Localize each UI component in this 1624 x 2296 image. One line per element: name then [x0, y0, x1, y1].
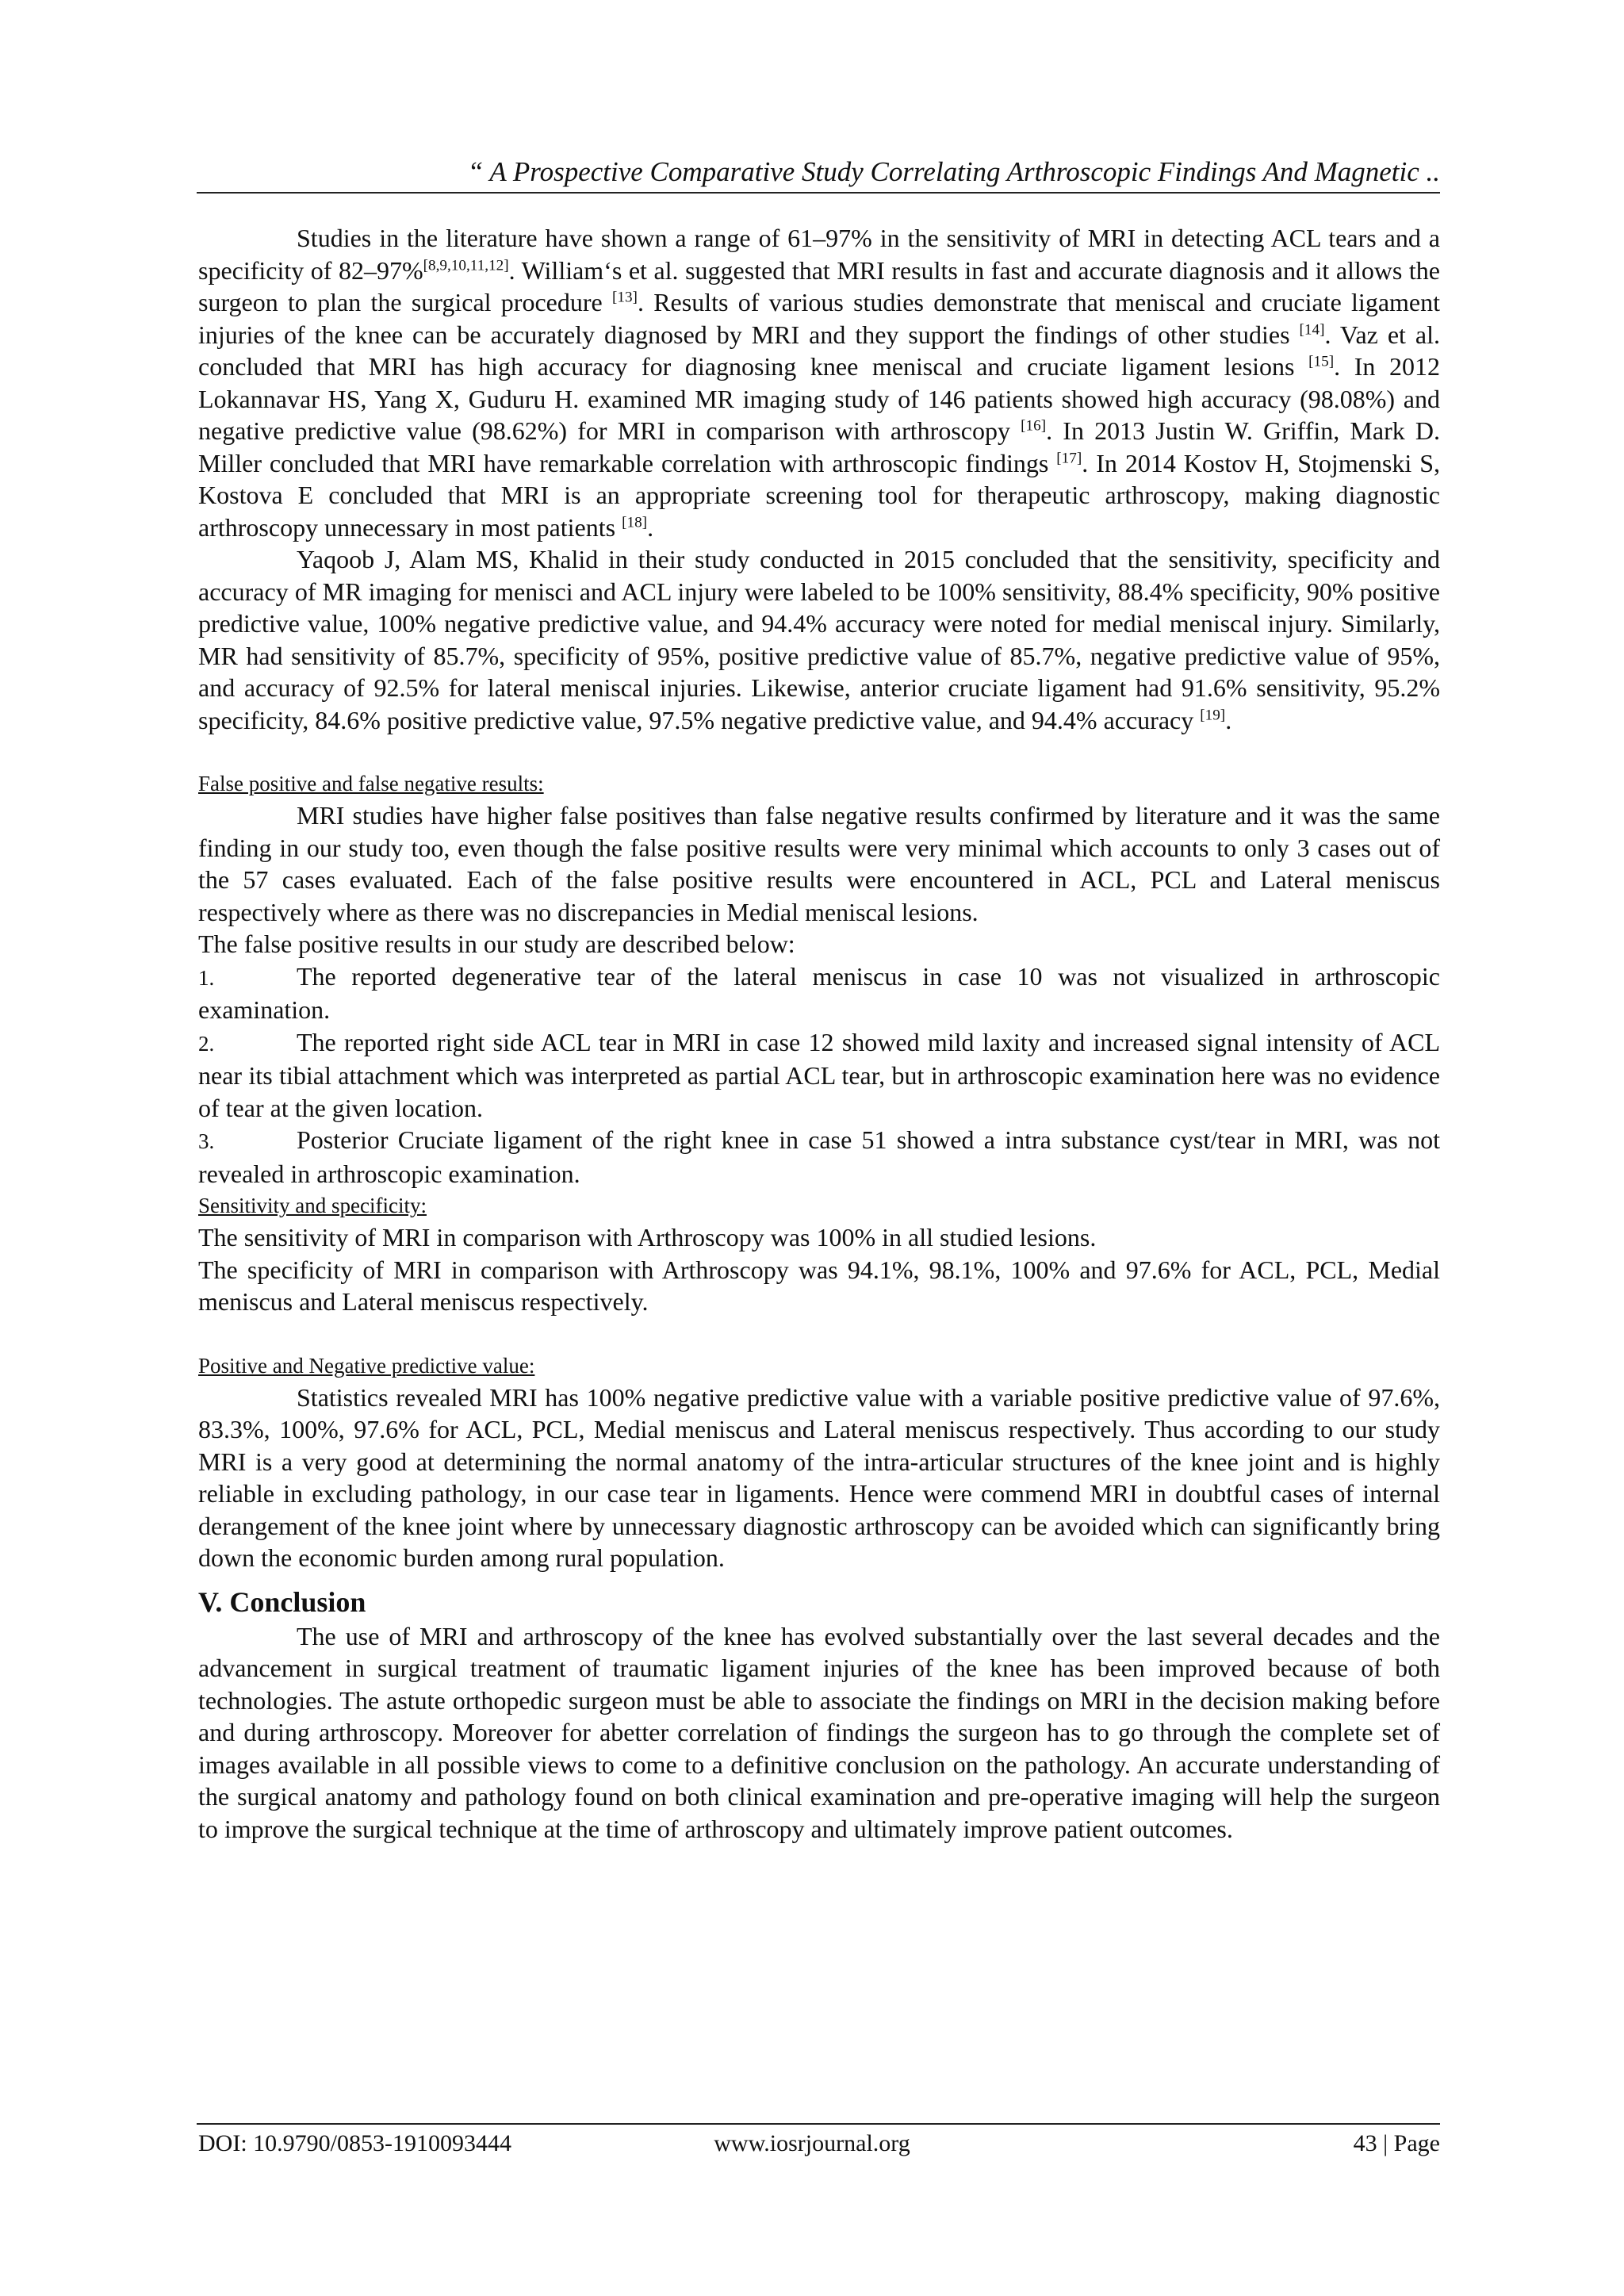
text-run: . William‘s et al. suggested that MRI results in fast and accurate diagnosis and it allows the surgeon to plan the surgical procedure	[198, 255, 1441, 316]
list-number: 2.	[198, 1031, 215, 1056]
yaqoob-paragraph	[198, 543, 1440, 736]
conclusion-paragraph: The use of MRI and arthroscopy of the knee has evolved substantially over the last several decades and the advancement in surgical treatment of traumatic ligament injuries of the knee has been improved because of both technologies. The astute orthopedic surgeon must be able to associate the findings on MRI in the decision making before and during arthroscopy. Moreover for abetter correlation of findings the surgeon has to go through the complete set of images available in all possible views to come to a definitive conclusion on the pathology. An accurate understanding of the surgical anatomy and pathology found on both clinical examination and pre-operative imaging will help the surgeon to improve the surgical technique at the time of arthroscopy and ultimately improve patient outcomes.	[198, 1621, 1440, 1843]
text-run: Yaqoob J, Alam MS, Khalid in their study conducted in 2015 concluded that the sensitivity, specificity and accuracy of MR imaging for menisci and ACL injury were labeled to be 100% sensitivity, 88.4% specificity, 90% positive predictive value, 100% negative predictive value, and 94.4% accuracy were noted for medial meniscal injury. Similarly, MR had sensitivity of 85.7%, specificity of 95%, positive predictive value of 85.7%, negative predictive value of 95%, and accuracy of 92.5% for lateral meniscal injuries. Likewise, anterior cruciate ligament had 91.6% sensitivity, 95.2% specificity, 84.6% positive predictive value, 97.5% negative predictive value, and 94.4% accuracy	[198, 545, 1440, 734]
citation-ref: [8,9,10,11,12]	[423, 256, 509, 274]
citation-ref: [19]	[1200, 706, 1226, 723]
running-head: “ A Prospective Comparative Study Correlating Arthroscopic Findings And Magnetic ..	[467, 156, 1440, 187]
header-rule	[197, 192, 1440, 194]
list-number: 1.	[198, 965, 215, 990]
false-results-heading: False positive and false negative results:	[198, 772, 544, 795]
citation-ref: [17]	[1056, 449, 1082, 466]
text-run: Studies in the literature have shown a range of 61–97% in the sensitivity of MRI in detecting ACL tears and a specificity of 82–97%	[198, 224, 1440, 285]
predictive-value-heading: Positive and Negative predictive value:	[198, 1353, 535, 1378]
sensitivity-heading: Sensitivity and specificity:	[198, 1194, 427, 1217]
citation-ref: [16]	[1021, 417, 1047, 435]
article-body	[198, 222, 1440, 1845]
text-run: . In 2012 Lokannavar HS, Yang X, Guduru H. examined MR imaging study of 146 patients showed high accuracy (98.08%) and negative predictive value (98.62%) for MRI in comparison with arthroscopy	[198, 352, 1441, 445]
citation-ref: [13]	[611, 289, 638, 306]
list-item	[198, 960, 1440, 1026]
predictive-value-paragraph: Statistics revealed MRI has 100% negative predictive value with a variable positive predictive value of 97.6%, 83.3%, 100%, 97.6% for ACL, PCL, Medial meniscus and Lateral meniscus respectively. Thus according to our study MRI is a very good at determining the normal anatomy of the intra-articular structures of the knee joint and is highly reliable in excluding pathology, in our case tear in ligaments. Hence were commend MRI in doubtful cases of internal derangement of the knee joint where by unnecessary diagnostic arthroscopy can be avoided which can significantly bring down the economic burden among rural population.	[198, 1382, 1440, 1572]
text-run: . In 2013 Justin W. Griffin, Mark D. Miller concluded that MRI have remarkable correlation with arthroscopic findings	[198, 416, 1441, 477]
list-text: The reported degenerative tear of the lateral meniscus in case 10 was not visualized in arthroscopic examination.	[198, 961, 1440, 1024]
text-run: . Results of various studies demonstrate that meniscal and cruciate ligament injuries of the knee can be accurately diagnosed by MRI and they support the findings of other studies	[198, 288, 1441, 349]
footer-page-number: 43 | Page	[1353, 2130, 1440, 2156]
footer-website: www.iosrjournal.org	[714, 2130, 910, 2156]
false-results-intro: The false positive results in our study are described below:	[198, 930, 795, 958]
citation-ref: [15]	[1308, 353, 1335, 370]
text-run: .	[647, 512, 654, 542]
sensitivity-line: The sensitivity of MRI in comparison with Arthroscopy was 100% in all studied lesions.	[198, 1223, 1097, 1251]
text-run: . Vaz et al. concluded that MRI has high accuracy for diagnosing knee meniscal and cruciate ligament lesions	[198, 320, 1441, 381]
false-results-paragraph: MRI studies have higher false positives than false negative results confirmed by literature and it was the same finding in our study too, even though the false positive results were very minimal which accounts to only 3 cases out of the 57 cases evaluated. Each of the false positive results were encountered in ACL, PCL and Lateral meniscus respectively where as there was no discrepancies in Medial meniscal lesions.	[198, 801, 1440, 926]
footer-doi: DOI: 10.9790/0853-1910093444	[198, 2130, 511, 2156]
footer-rule	[197, 2123, 1440, 2125]
conclusion-heading: V. Conclusion	[198, 1585, 366, 1618]
list-text: Posterior Cruciate ligament of the right knee in case 51 showed a intra substance cyst/tear in MRI, was not revealed in arthroscopic examination.	[198, 1125, 1440, 1188]
specificity-line: The specificity of MRI in comparison with Arthroscopy was 94.1%, 98.1%, 100% and 97.6% for ACL, PCL, Medial meniscus and Lateral meniscus respectively.	[198, 1255, 1440, 1316]
citation-ref: [14]	[1299, 320, 1325, 338]
list-item	[198, 1026, 1440, 1125]
text-run: . In 2014 Kostov H, Stojmenski S, Kostova E concluded that MRI is an appropriate screening tool for therapeutic arthroscopy, making diagnostic arthroscopy unnecessary in most patients	[198, 448, 1441, 542]
literature-paragraph	[198, 222, 1440, 543]
list-item	[198, 1124, 1440, 1190]
list-text: The reported right side ACL tear in MRI in case 12 showed mild laxity and increased signal intensity of ACL near its tibial attachment which was interpreted as partial ACL tear, but in arthroscopic examination here was no evidence of tear at the given location.	[198, 1027, 1440, 1122]
text-run: .	[1225, 705, 1232, 734]
citation-ref: [18]	[622, 513, 648, 531]
list-number: 3.	[198, 1129, 215, 1153]
